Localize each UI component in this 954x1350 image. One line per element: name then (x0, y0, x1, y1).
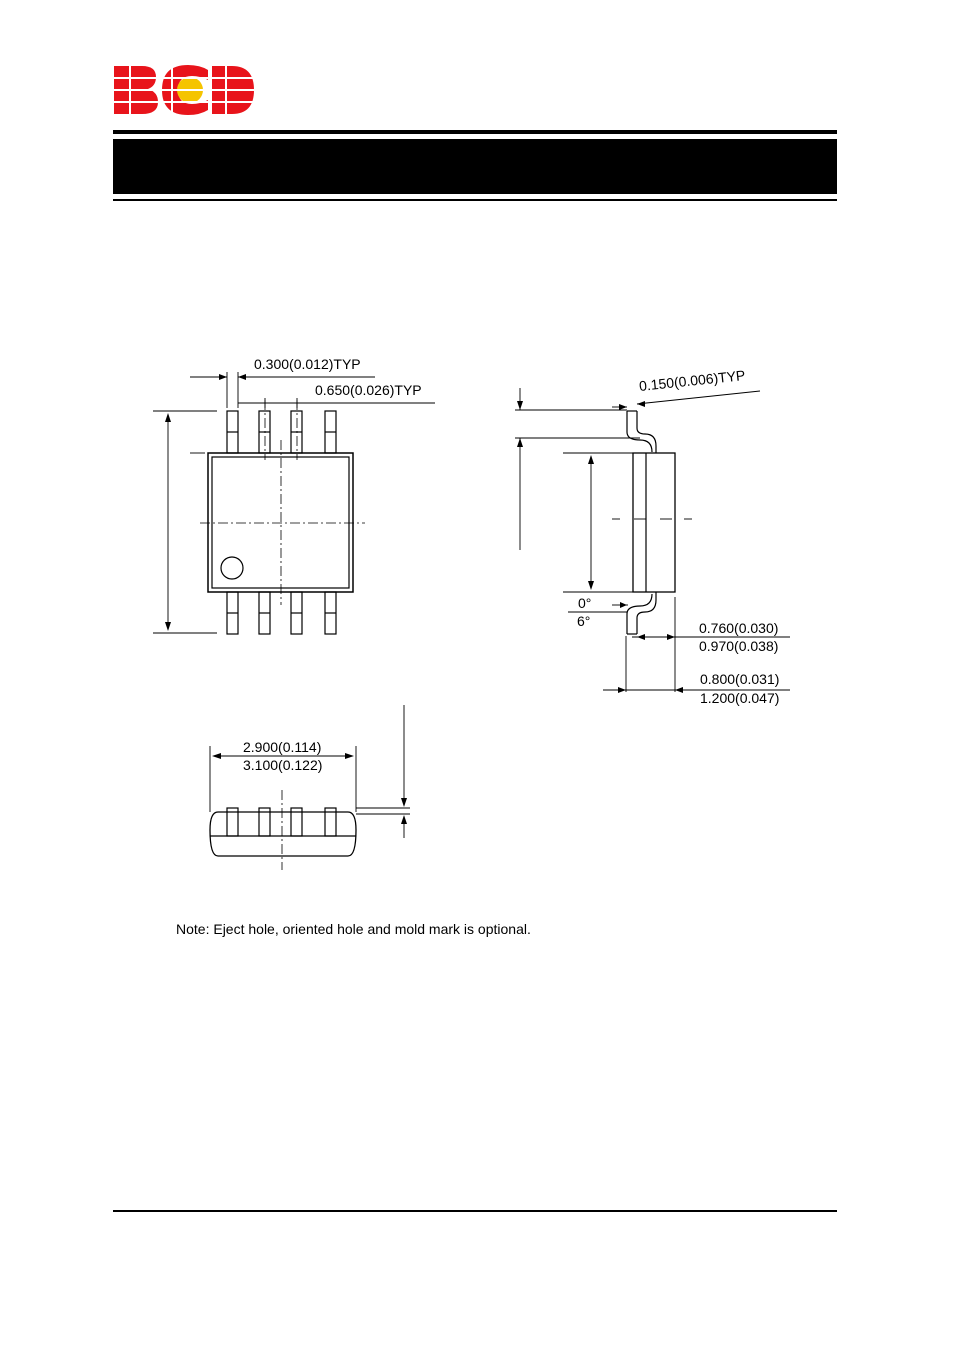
end-view (210, 705, 410, 870)
angle-max-label: 6° (577, 613, 591, 629)
top-leads (227, 411, 336, 453)
pin1-mark (221, 557, 243, 579)
lead-width-label: 0.300(0.012)TYP (254, 356, 361, 372)
body-length-max-label: 3.100(0.122) (243, 757, 323, 773)
footer-rule (113, 1210, 837, 1212)
top-view-body (208, 453, 353, 592)
top-view (153, 372, 435, 634)
angle-min-label: 0° (578, 595, 592, 611)
foot-length-max-label: 0.970(0.038) (699, 638, 779, 654)
foot-length-min-label: 0.760(0.030) (699, 620, 779, 636)
drawing-note: Note: Eject hole, oriented hole and mold mark is optional. (176, 921, 531, 937)
height-min-label: 0.800(0.031) (700, 671, 780, 687)
end-view-body (210, 812, 356, 856)
side-view-body (633, 453, 675, 592)
lead-pitch-label: 0.650(0.026)TYP (315, 382, 422, 398)
lead-thickness-label: 0.150(0.006)TYP (638, 366, 747, 394)
body-length-min-label: 2.900(0.114) (243, 739, 322, 755)
bottom-leads (227, 592, 336, 634)
height-max-label: 1.200(0.047) (700, 690, 780, 706)
